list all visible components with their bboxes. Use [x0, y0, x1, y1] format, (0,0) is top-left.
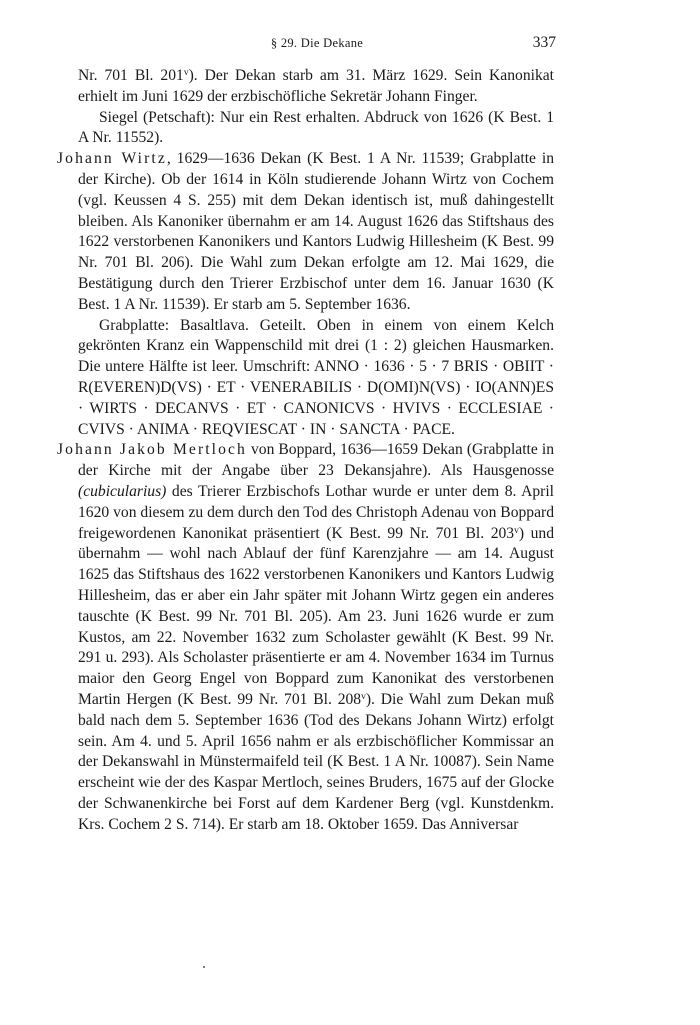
entry-johann-jakob-mertloch: Johann Jakob Mertloch von Boppard, 1636—1659 Dekan (Grabplatte in der Kirche mit der Angabe über 23 Dekansjahre). Als Hausgenosse (cubicularius) des Trierer Erzbischofs Lothar wurde er unter dem 8. April 1620 von diesem zu dem durch den Tod des Christoph Adenau von Boppard freigewordenen Kanonikat präsentiert (K Best. 99 Nr. 701 Bl. 203$^v$) und übernahm — wohl nach Ablauf der fünf Karenzjahre — am 14. August 1625 das Stiftshaus des 1622 verstorbenen Kanonikers und Kantors Ludwig Hillesheim, das er aber ein Jahr später mit Johann Wirtz gegen ein anderes tauschte (K Best. 99 Nr. 701 Bl. 205). Am 23. Juni 1626 wurde er zum Kustos, am 22. November 1632 zum Scholaster gewählt (K Best. 99 Nr. 291 u. 293). Als Scholaster präsentierte er am 4. November 1634 im Turnus maior den Georg Engel von Boppard zum Kanonikat des verstorbenen Martin Hergen (K Best. 99 Nr. 701 Bl. 208$^v$). Die Wahl zum Dekan muß bald nach dem 5. September 1636 (Tod des Dekans Johann Wirtz) erfolgt sein. Am 4. und 5. April 1656 nahm er als erzbischöflicher Kommissar an der Dekanswahl in Münstermaifeld teil (K Best. 1 A Nr. 10087). Sein Name erscheint wie der des Kaspar Mertloch, seines Bruders, 1675 auf der Glocke der Schwanenkirche bei Forst auf dem Kardener Berg (vgl. Kunstdenkm. Krs. Cochem 2 S. 714). Er starb am 18. Oktober 1659. Das Anniversar [57, 441, 554, 833]
paragraph-grabplatte: Grabplatte: Basaltlava. Geteilt. Oben in einem von einem Kelch gekrönten Kranz ein Wappenschild mit drei (1 : 2) gleichen Hausmarken. Die untere Hälfte ist leer. Umschrift: ANNO · 1636 · 5 · 7 BRIS · OBIIT · R(EVEREN)D(VS) · ET · VENERABILIS · D(OMI)N(VS) · IO(ANN)ES · WIRTS · DECANVS · ET · CANONICVS · HVIVS · ECCLESIAE · CVIVS · ANIMA · REQVIESCAT · IN · SANCTA · PACE. [78, 316, 554, 438]
person-name: Johann Jakob Mertloch [57, 441, 247, 459]
running-header [78, 34, 556, 56]
scan-speck [203, 966, 205, 968]
entry-johann-wirtz: Johann Wirtz, 1629—1636 Dekan (K Best. 1 A Nr. 11539; Grabplatte in der Kirche). Ob der 1614 in Köln studierende Johann Wirtz von Cochem (vgl. Keussen 4 S. 255) mit dem Dekan identisch ist, muß dahingestellt bleiben. Als Kanoniker übernahm er am 14. August 1626 das Stiftshaus des 1622 verstorbenen Kanonikers und Kantors Ludwig Hillesheim (K Best. 99 Nr. 701 Bl. 206). Die Wahl zum Dekan erfolgte am 12. Mai 1629, die Bestätigung durch den Trierer Erzbischof unter dem 16. Januar 1630 (K Best. 1 A Nr. 11539). Er starb am 5. September 1636. [57, 150, 554, 313]
person-name: Johann Wirtz [57, 150, 167, 168]
section-title: § 29. Die Dekane [270, 36, 364, 50]
paragraph-continuation: Nr. 701 Bl. 201$^v$). Der Dekan starb am 31. März 1629. Sein Kanonikat erhielt im Juni 1629 der erzbischöfliche Sekretär Johann Finger. [78, 67, 554, 105]
page-number: 337 [532, 34, 556, 51]
paragraph-seal: Siegel (Petschaft): Nur ein Rest erhalten. Abdruck von 1626 (K Best. 1 A Nr. 11552). [78, 108, 554, 147]
italic-term: (cubicularius) [78, 482, 167, 500]
body-text [57, 66, 554, 835]
